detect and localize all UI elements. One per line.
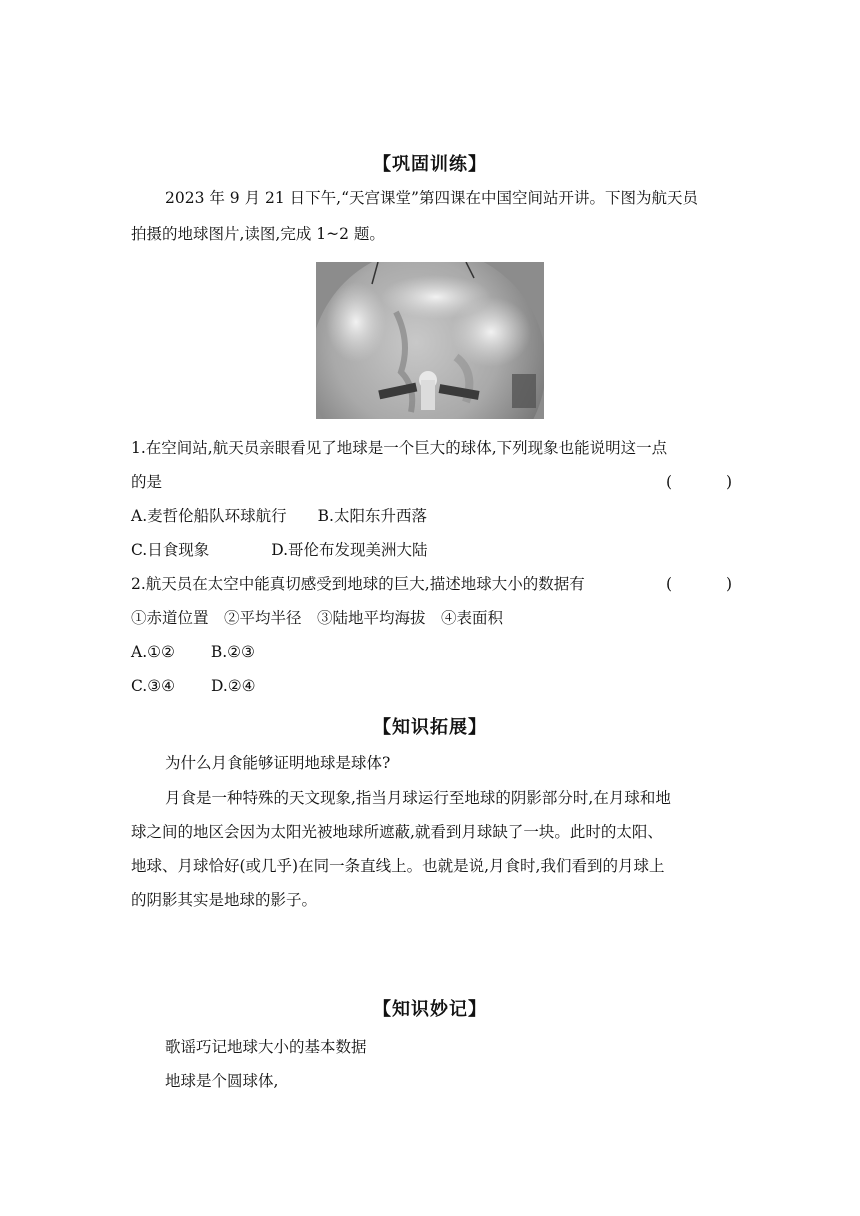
- extension-question: 为什么月食能够证明地球是球体?: [165, 754, 391, 772]
- question-1-options-row-1: A.麦哲伦船队环球航行 B.太阳东升西落: [131, 507, 427, 525]
- intro-line-2: 拍摄的地球图片,读图,完成 1~2 题。: [131, 225, 385, 243]
- memory-verse-line-1: 地球是个圆球体,: [165, 1072, 279, 1090]
- extension-answer-line-3: 地球、月球恰好(或几乎)在同一条直线上。也就是说,月食时,我们看到的月球上: [131, 857, 665, 875]
- extension-answer-line-2: 球之间的地区会因为太阳光被地球所遮蔽,就看到月球缺了一块。此时的太阳、: [131, 823, 663, 841]
- bracket-open: (: [666, 575, 673, 593]
- section-heading-memory-tips: 【知识妙记】: [373, 999, 487, 1020]
- answer-bracket-q1: [666, 470, 732, 494]
- section-heading-extension: 【知识拓展】: [373, 717, 487, 738]
- question-2-items: ①赤道位置 ②平均半径 ③陆地平均海拔 ④表面积: [131, 609, 504, 627]
- earth-from-space-photo: [316, 262, 544, 419]
- question-2-line-1: 2.航天员在太空中能真切感受到地球的巨大,描述地球大小的数据有: [131, 575, 585, 593]
- memory-subtitle: 歌谣巧记地球大小的基本数据: [165, 1038, 367, 1056]
- intro-line-1: 2023 年 9 月 21 日下午,“天宫课堂”第四课在中国空间站开讲。下图为航天员: [165, 189, 698, 207]
- question-1-line-1: 1.在空间站,航天员亲眼看见了地球是一个巨大的球体,下列现象也能说明这一点: [131, 439, 668, 457]
- question-1-options-row-2: C.日食现象 D.哥伦布发现美洲大陆: [131, 541, 428, 559]
- question-2-options-row-2: C.③④ D.②④: [131, 677, 256, 695]
- bracket-open: (: [666, 473, 673, 491]
- bracket-close: ): [725, 575, 732, 593]
- section-heading-consolidation: 【巩固训练】: [373, 154, 487, 175]
- extension-answer-line-1: 月食是一种特殊的天文现象,指当月球运行至地球的阴影部分时,在月球和地: [165, 789, 671, 807]
- question-1-line-2: 的是: [131, 473, 163, 491]
- extension-answer-line-4: 的阴影其实是地球的影子。: [131, 891, 318, 909]
- answer-bracket-q2: [666, 572, 732, 596]
- question-2-options-row-1: A.①② B.②③: [131, 643, 255, 661]
- bracket-close: ): [725, 473, 732, 491]
